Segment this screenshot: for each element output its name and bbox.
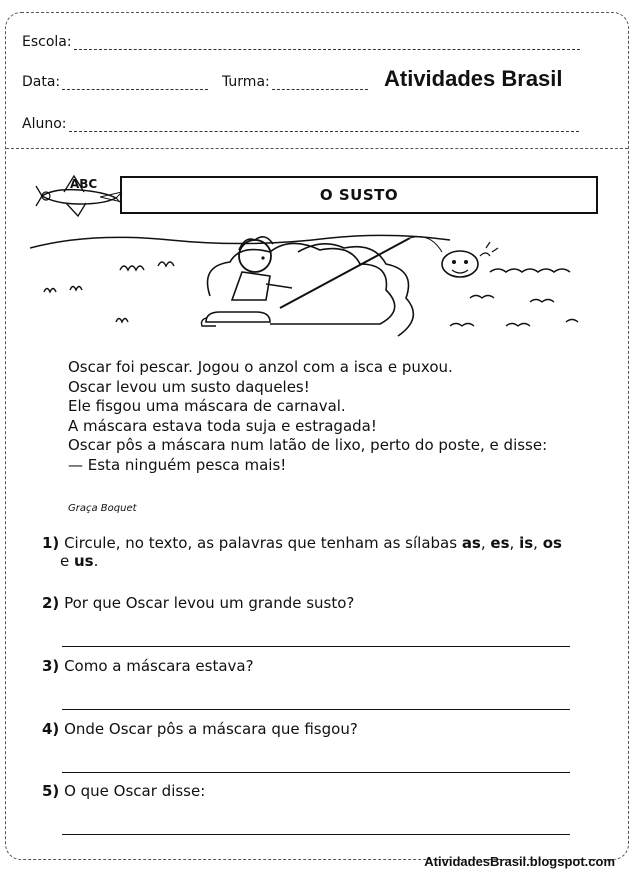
separator: ,	[480, 534, 491, 552]
syllable-as: as	[461, 534, 481, 552]
story-line: Oscar pôs a máscara num latão de lixo, perto do poste, e disse:	[68, 436, 548, 454]
syllable-os: os	[542, 534, 562, 552]
data-line[interactable]	[62, 77, 208, 90]
story-line: Oscar levou um susto daqueles!	[68, 377, 310, 396]
question-3	[42, 657, 254, 675]
brand-title: Atividades Brasil	[384, 66, 563, 91]
story-line: Oscar foi pescar. Jogou o anzol com a isca e puxou.	[68, 358, 453, 376]
question-text: O que Oscar disse:	[64, 782, 206, 800]
story-text	[68, 358, 547, 475]
story-author: Graça Boquet	[68, 503, 137, 514]
answer-line-5[interactable]	[62, 834, 570, 835]
separator: ,	[533, 534, 543, 552]
footer-url: AtividadesBrasil.blogspot.com	[424, 854, 615, 869]
story-line: A máscara estava toda suja e estragada!	[68, 416, 377, 435]
question-text: Por que Oscar levou um grande susto?	[64, 594, 355, 612]
answer-line-2[interactable]	[62, 646, 570, 647]
data-field[interactable]	[22, 74, 208, 90]
syllable-us: us	[74, 552, 94, 570]
turma-line[interactable]	[272, 77, 368, 90]
question-4	[42, 720, 358, 738]
question-number: 1)	[42, 534, 60, 552]
story-line: — Esta ninguém pesca mais!	[68, 455, 287, 474]
answer-line-3[interactable]	[62, 709, 570, 710]
syllable-es: es	[490, 534, 510, 552]
question-number: 2)	[42, 594, 60, 612]
escola-label: Escola:	[22, 34, 72, 50]
question-5	[42, 782, 205, 800]
question-text-continued	[42, 552, 562, 570]
fishing-scene-illustration	[30, 226, 610, 346]
tow-rope-icon	[100, 190, 122, 204]
question-number: 4)	[42, 720, 60, 738]
story-line: Ele fisgou uma máscara de carnaval.	[68, 397, 346, 415]
syllable-is: is	[519, 534, 534, 552]
question-text: Circule, no texto, as palavras que tenham as sílabas	[64, 534, 462, 552]
answer-line-4[interactable]	[62, 772, 570, 773]
plane-letters: ABC	[70, 177, 98, 191]
question-2	[42, 594, 354, 612]
header-separator	[6, 148, 628, 149]
title-banner	[120, 176, 598, 214]
question-number: 5)	[42, 782, 60, 800]
aluno-field[interactable]	[22, 116, 579, 132]
question-text: Onde Oscar pôs a máscara que fisgou?	[64, 720, 358, 738]
turma-field[interactable]	[222, 74, 368, 90]
question-text: Como a máscara estava?	[64, 657, 254, 675]
question-number: 3)	[42, 657, 60, 675]
question-1	[42, 534, 562, 570]
data-label: Data:	[22, 74, 61, 90]
escola-field[interactable]	[22, 34, 580, 50]
story-title: O SUSTO	[319, 186, 399, 204]
question-text: e	[60, 552, 74, 570]
escola-line[interactable]	[74, 37, 580, 50]
separator: .	[93, 552, 99, 570]
turma-label: Turma:	[222, 74, 270, 90]
aluno-label: Aluno:	[22, 116, 67, 132]
separator: ,	[509, 534, 520, 552]
aluno-line[interactable]	[69, 119, 579, 132]
